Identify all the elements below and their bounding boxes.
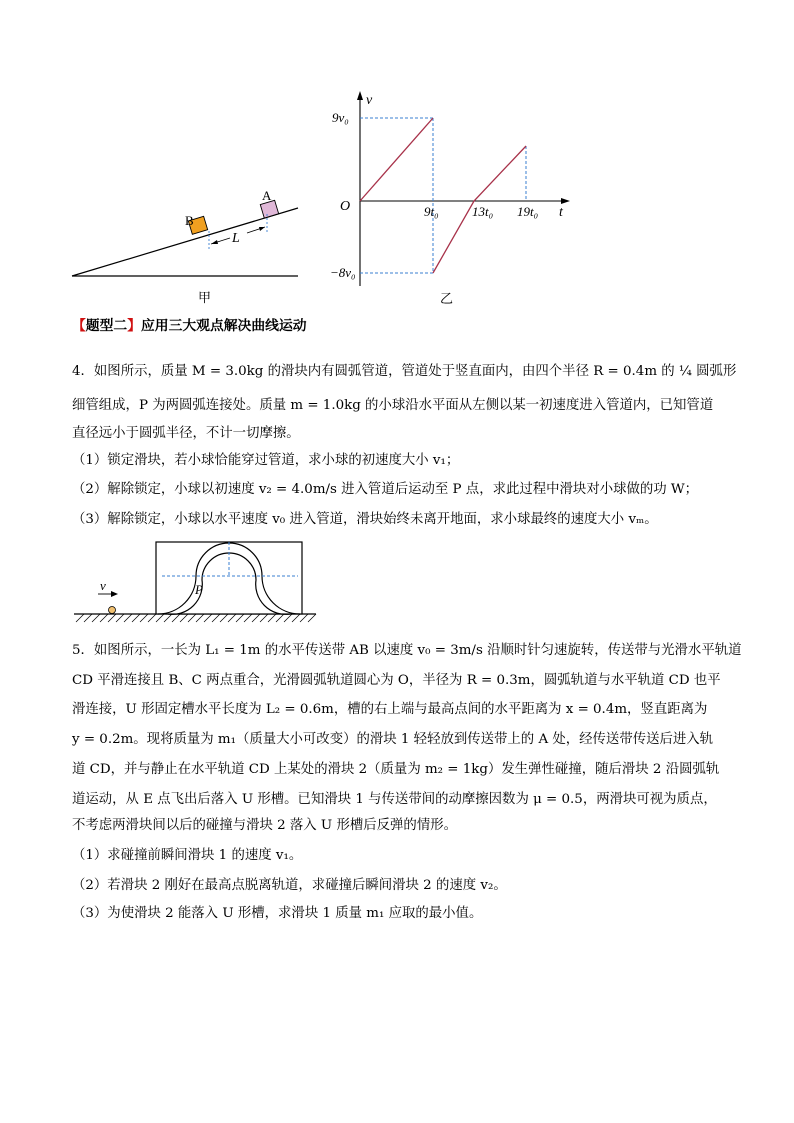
section-type: 题型二: [85, 318, 128, 334]
q5-line-3: 滑连接，U 形固定槽水平长度为 L₂ = 0.6m，槽的右上端与最高点间的水平距离为 x = 0.4m，竖直距离为: [72, 702, 708, 717]
label-a: A: [262, 188, 272, 203]
q4-sub-3: （3）解除锁定，小球以水平速度 v₀ 进入管道，滑块始终未离开地面，求小球最终的速度大小 vₘ。: [72, 512, 658, 527]
label-b: B: [185, 213, 194, 228]
q5-line-1: 5．如图所示，一长为 L₁ = 1m 的水平传送带 AB 以速度 v₀ = 3m/s 沿顺时针匀速旋转，传送带与光滑水平轨道: [72, 643, 742, 658]
q5-sub-2: （2）若滑块 2 刚好在最高点脱离轨道，求碰撞后瞬间滑块 2 的速度 v₂。: [72, 878, 507, 893]
q4-sub-2: （2）解除锁定，小球以初速度 v₂ = 4.0m/s 进入管道后运动至 P 点，求此过程中滑块对小球做的功 W；: [72, 482, 699, 497]
label-v: v: [100, 578, 106, 593]
caption-yi: 乙: [440, 291, 454, 306]
figure-vt-graph: [330, 88, 580, 308]
ball: [109, 607, 116, 614]
q4-sub-1: （1）锁定滑块，若小球恰能穿过管道，求小球的初速度大小 v₁；: [72, 453, 460, 468]
q5-line-6: 道运动，从 E 点飞出后落入 U 形槽。已知滑块 1 与传送带间的动摩擦因数为 μ = 0.5，两滑块可视为质点，: [72, 792, 717, 807]
bracket-close: 】: [127, 318, 141, 334]
figure-incline: [60, 180, 310, 310]
t-axis-arrow: [561, 198, 570, 204]
q5-line-5: 道 CD，并与静止在水平轨道 CD 上某处的滑块 2（质量为 m₂ = 1kg）发生弹性碰撞，随后滑块 2 沿圆弧轨: [72, 762, 720, 777]
label-p: P: [195, 582, 203, 597]
label-l: L: [232, 231, 240, 246]
q5-line-7: 不考虑两滑块间以后的碰撞与滑块 2 落入 U 形槽后反弹的情形。: [72, 818, 457, 833]
label-9t0: 9t₀: [424, 204, 439, 219]
q4-line-1: 4．如图所示，质量 M = 3.0kg 的滑块内有圆弧管道，管道处于竖直面内，由四个半径 R = 0.4m 的 ¼ 圆弧形: [72, 364, 737, 379]
label-19t0: 19t₀: [517, 204, 539, 219]
figure-pipe-block: [70, 538, 320, 624]
q5-line-2: CD 平滑连接且 B、C 两点重合，光滑圆弧轨道圆心为 O，半径为 R = 0.3m，圆弧轨道与水平轨道 CD 也平: [72, 673, 721, 688]
label-v-axis: v: [366, 93, 373, 108]
graph-segment-1: [360, 118, 433, 201]
label-origin: O: [340, 199, 351, 214]
q4-line-3: 直径远小于圆弧半径，不计一切摩擦。: [72, 426, 300, 441]
label-9v0: 9v₀: [332, 110, 349, 125]
section-subtitle: 应用三大观点解决曲线运动: [140, 318, 307, 334]
label-neg8v0: −8v₀: [330, 265, 356, 280]
caption-jia: 甲: [198, 290, 212, 305]
label-13t0: 13t₀: [472, 204, 494, 219]
q5-sub-3: （3）为使滑块 2 能落入 U 形槽，求滑块 1 质量 m₁ 应取的最小值。: [72, 906, 483, 921]
ground-hatching: [76, 614, 316, 622]
label-t-axis: t: [559, 205, 563, 220]
q5-sub-1: （1）求碰撞前瞬间滑块 1 的速度 v₁。: [72, 848, 303, 863]
q5-line-4: y = 0.2m。现将质量为 m₁（质量大小可改变）的滑块 1 轻轻放到传送带上的 A 处，经传送带传送后进入轨: [72, 732, 714, 747]
section-title: [72, 314, 307, 334]
v-axis-arrow: [357, 91, 363, 100]
q4-line-2: 细管组成，P 为两圆弧连接处。质量 m = 1.0kg 的小球沿水平面从左侧以某一初速度进入管道内，已知管道: [72, 398, 714, 413]
bracket-open: 【: [72, 318, 86, 334]
